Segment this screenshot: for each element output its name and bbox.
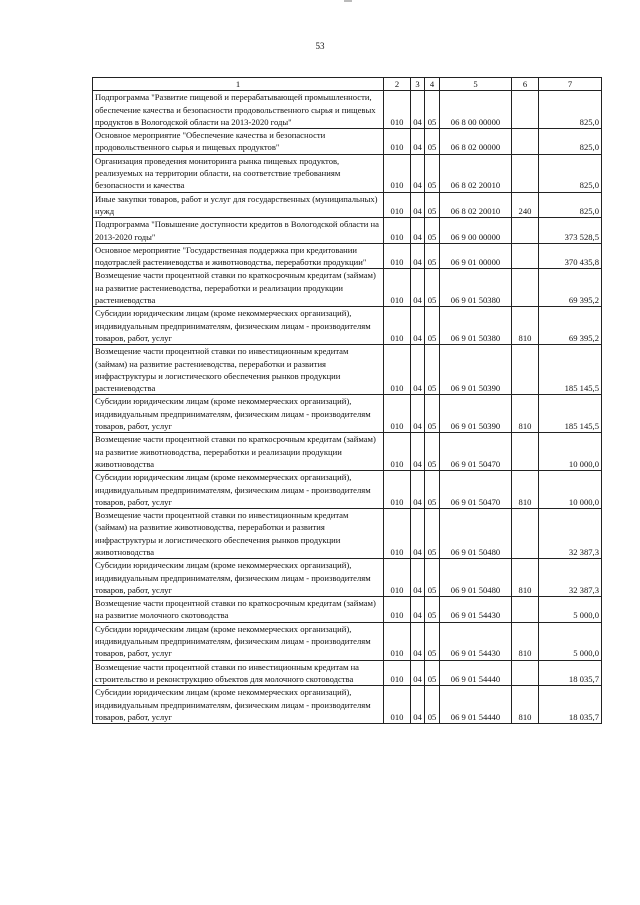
table-row	[93, 91, 602, 129]
row-name-cell: Возмещение части процентной ставки по краткосрочным кредитам (займам) на развитие молочного скотоводства	[93, 597, 384, 623]
ministry-code-cell: 010	[384, 345, 411, 395]
subsection-code-cell: 05	[425, 660, 440, 686]
row-name-cell: Основное мероприятие "Обеспечение качества и безопасности продовольственного сырья и пищевых продуктов"	[93, 129, 384, 155]
budget-table	[92, 77, 602, 724]
expense-type-cell: 810	[512, 395, 539, 433]
subsection-code-cell: 05	[425, 622, 440, 660]
table-row	[93, 660, 602, 686]
target-article-cell: 06 8 02 00000	[440, 129, 512, 155]
section-code-cell: 04	[411, 660, 425, 686]
target-article-cell: 06 8 02 20010	[440, 154, 512, 192]
subsection-code-cell: 05	[425, 433, 440, 471]
section-code-cell: 04	[411, 129, 425, 155]
target-article-cell: 06 9 01 50480	[440, 559, 512, 597]
amount-cell: 5 000,0	[539, 622, 602, 660]
table-body	[93, 91, 602, 724]
subsection-code-cell: 05	[425, 597, 440, 623]
table-row	[93, 129, 602, 155]
expense-type-cell: 810	[512, 686, 539, 724]
expense-type-cell: 810	[512, 559, 539, 597]
table-row	[93, 243, 602, 269]
target-article-cell: 06 9 01 50480	[440, 509, 512, 559]
subsection-code-cell: 05	[425, 686, 440, 724]
target-article-cell: 06 9 01 50380	[440, 307, 512, 345]
ministry-code-cell: 010	[384, 395, 411, 433]
section-code-cell: 04	[411, 433, 425, 471]
page-number: 53	[315, 41, 325, 51]
subsection-code-cell: 05	[425, 395, 440, 433]
target-article-cell: 06 8 00 00000	[440, 91, 512, 129]
row-name-cell: Подпрограмма "Повышение доступности кредитов в Вологодской области на 2013-2020 годы"	[93, 218, 384, 244]
ministry-code-cell: 010	[384, 307, 411, 345]
column-header: 4	[425, 78, 440, 91]
row-name-cell: Субсидии юридическим лицам (кроме некоммерческих организаций), индивидуальным предпринимателям, физическим лицам - производителям товаров, работ, услуг	[93, 471, 384, 509]
expense-type-cell: 810	[512, 307, 539, 345]
subsection-code-cell: 05	[425, 243, 440, 269]
amount-cell: 18 035,7	[539, 686, 602, 724]
target-article-cell: 06 8 02 20010	[440, 192, 512, 218]
subsection-code-cell: 05	[425, 91, 440, 129]
table-row	[93, 433, 602, 471]
amount-cell: 10 000,0	[539, 433, 602, 471]
row-name-cell: Субсидии юридическим лицам (кроме некоммерческих организаций), индивидуальным предпринимателям, физическим лицам - производителям товаров, работ, услуг	[93, 395, 384, 433]
target-article-cell: 06 9 01 54430	[440, 597, 512, 623]
section-code-cell: 04	[411, 192, 425, 218]
amount-cell: 69 395,2	[539, 269, 602, 307]
expense-type-cell	[512, 243, 539, 269]
row-name-cell: Иные закупки товаров, работ и услуг для государственных (муниципальных) нужд	[93, 192, 384, 218]
ministry-code-cell: 010	[384, 597, 411, 623]
ministry-code-cell: 010	[384, 622, 411, 660]
section-code-cell: 04	[411, 91, 425, 129]
table-row	[93, 509, 602, 559]
section-code-cell: 04	[411, 395, 425, 433]
ministry-code-cell: 010	[384, 686, 411, 724]
row-name-cell: Возмещение части процентной ставки по краткосрочным кредитам (займам) на развитие животноводства, переработки и реализации продукции животноводства	[93, 433, 384, 471]
amount-cell: 825,0	[539, 91, 602, 129]
amount-cell: 32 387,3	[539, 559, 602, 597]
subsection-code-cell: 05	[425, 192, 440, 218]
expense-type-cell: 810	[512, 471, 539, 509]
subsection-code-cell: 05	[425, 509, 440, 559]
column-header: 6	[512, 78, 539, 91]
target-article-cell: 06 9 01 00000	[440, 243, 512, 269]
expense-type-cell	[512, 129, 539, 155]
subsection-code-cell: 05	[425, 307, 440, 345]
table-row	[93, 597, 602, 623]
column-header: 3	[411, 78, 425, 91]
amount-cell: 10 000,0	[539, 471, 602, 509]
column-header: 2	[384, 78, 411, 91]
expense-type-cell	[512, 597, 539, 623]
subsection-code-cell: 05	[425, 129, 440, 155]
section-code-cell: 04	[411, 269, 425, 307]
ministry-code-cell: 010	[384, 154, 411, 192]
row-name-cell: Возмещение части процентной ставки по инвестиционным кредитам (займам) на развитие растениеводства, переработки и развития инфраструктуры и логистического обеспечения рынков продукции растениеводства	[93, 345, 384, 395]
target-article-cell: 06 9 01 50380	[440, 269, 512, 307]
ministry-code-cell: 010	[384, 471, 411, 509]
ministry-code-cell: 010	[384, 509, 411, 559]
section-code-cell: 04	[411, 243, 425, 269]
expense-type-cell: 240	[512, 192, 539, 218]
ministry-code-cell: 010	[384, 269, 411, 307]
ministry-code-cell: 010	[384, 559, 411, 597]
section-code-cell: 04	[411, 686, 425, 724]
column-header: 7	[539, 78, 602, 91]
row-name-cell: Основное мероприятие "Государственная поддержка при кредитовании подотраслей растениеводства и животноводства, переработки продукции"	[93, 243, 384, 269]
table-row	[93, 395, 602, 433]
subsection-code-cell: 05	[425, 269, 440, 307]
table-row	[93, 154, 602, 192]
amount-cell: 32 387,3	[539, 509, 602, 559]
table-row	[93, 218, 602, 244]
amount-cell: 69 395,2	[539, 307, 602, 345]
row-name-cell: Подпрограмма "Развитие пищевой и перерабатывающей промышленности, обеспечение качества и безопасности продовольственного сырья и пищевых продуктов в Вологодской области на 2013-2020 годы"	[93, 91, 384, 129]
target-article-cell: 06 9 01 50390	[440, 395, 512, 433]
expense-type-cell	[512, 218, 539, 244]
table-row	[93, 345, 602, 395]
amount-cell: 370 435,8	[539, 243, 602, 269]
expense-type-cell	[512, 660, 539, 686]
target-article-cell: 06 9 01 54440	[440, 686, 512, 724]
section-code-cell: 04	[411, 471, 425, 509]
section-code-cell: 04	[411, 509, 425, 559]
subsection-code-cell: 05	[425, 345, 440, 395]
expense-type-cell	[512, 269, 539, 307]
table-row	[93, 686, 602, 724]
target-article-cell: 06 9 01 50470	[440, 471, 512, 509]
amount-cell: 825,0	[539, 192, 602, 218]
scan-mark	[344, 0, 352, 2]
target-article-cell: 06 9 01 54440	[440, 660, 512, 686]
amount-cell: 373 528,5	[539, 218, 602, 244]
row-name-cell: Субсидии юридическим лицам (кроме некоммерческих организаций), индивидуальным предпринимателям, физическим лицам - производителям товаров, работ, услуг	[93, 686, 384, 724]
section-code-cell: 04	[411, 622, 425, 660]
section-code-cell: 04	[411, 307, 425, 345]
subsection-code-cell: 05	[425, 154, 440, 192]
subsection-code-cell: 05	[425, 218, 440, 244]
subsection-code-cell: 05	[425, 559, 440, 597]
amount-cell: 825,0	[539, 129, 602, 155]
ministry-code-cell: 010	[384, 218, 411, 244]
amount-cell: 185 145,5	[539, 345, 602, 395]
column-header: 5	[440, 78, 512, 91]
ministry-code-cell: 010	[384, 129, 411, 155]
target-article-cell: 06 9 01 50390	[440, 345, 512, 395]
amount-cell: 5 000,0	[539, 597, 602, 623]
row-name-cell: Возмещение части процентной ставки по инвестиционным кредитам (займам) на развитие животноводства, переработки и развития инфраструктуры и логистического обеспечения рынков продукции животноводства	[93, 509, 384, 559]
amount-cell: 18 035,7	[539, 660, 602, 686]
ministry-code-cell: 010	[384, 660, 411, 686]
expense-type-cell	[512, 433, 539, 471]
column-header: 1	[93, 78, 384, 91]
amount-cell: 825,0	[539, 154, 602, 192]
target-article-cell: 06 9 01 50470	[440, 433, 512, 471]
ministry-code-cell: 010	[384, 243, 411, 269]
ministry-code-cell: 010	[384, 192, 411, 218]
table-row	[93, 622, 602, 660]
target-article-cell: 06 9 00 00000	[440, 218, 512, 244]
table-row	[93, 307, 602, 345]
row-name-cell: Организация проведения мониторинга рынка пищевых продуктов, реализуемых на территории области, на соответствие требованиям безопасности и качества	[93, 154, 384, 192]
section-code-cell: 04	[411, 218, 425, 244]
section-code-cell: 04	[411, 597, 425, 623]
section-code-cell: 04	[411, 345, 425, 395]
ministry-code-cell: 010	[384, 91, 411, 129]
expense-type-cell: 810	[512, 622, 539, 660]
expense-type-cell	[512, 91, 539, 129]
header-row	[93, 78, 602, 91]
table-row	[93, 559, 602, 597]
subsection-code-cell: 05	[425, 471, 440, 509]
table-row	[93, 269, 602, 307]
row-name-cell: Возмещение части процентной ставки по краткосрочным кредитам (займам) на развитие растениеводства, переработки и реализации продукции растениеводства	[93, 269, 384, 307]
expense-type-cell	[512, 154, 539, 192]
expense-type-cell	[512, 345, 539, 395]
table-row	[93, 192, 602, 218]
amount-cell: 185 145,5	[539, 395, 602, 433]
row-name-cell: Возмещение части процентной ставки по инвестиционным кредитам на строительство и реконструкцию объектов для молочного скотоводства	[93, 660, 384, 686]
section-code-cell: 04	[411, 559, 425, 597]
section-code-cell: 04	[411, 154, 425, 192]
ministry-code-cell: 010	[384, 433, 411, 471]
table-row	[93, 471, 602, 509]
row-name-cell: Субсидии юридическим лицам (кроме некоммерческих организаций), индивидуальным предпринимателям, физическим лицам - производителям товаров, работ, услуг	[93, 559, 384, 597]
row-name-cell: Субсидии юридическим лицам (кроме некоммерческих организаций), индивидуальным предпринимателям, физическим лицам - производителям товаров, работ, услуг	[93, 307, 384, 345]
row-name-cell: Субсидии юридическим лицам (кроме некоммерческих организаций), индивидуальным предпринимателям, физическим лицам - производителям товаров, работ, услуг	[93, 622, 384, 660]
target-article-cell: 06 9 01 54430	[440, 622, 512, 660]
expense-type-cell	[512, 509, 539, 559]
